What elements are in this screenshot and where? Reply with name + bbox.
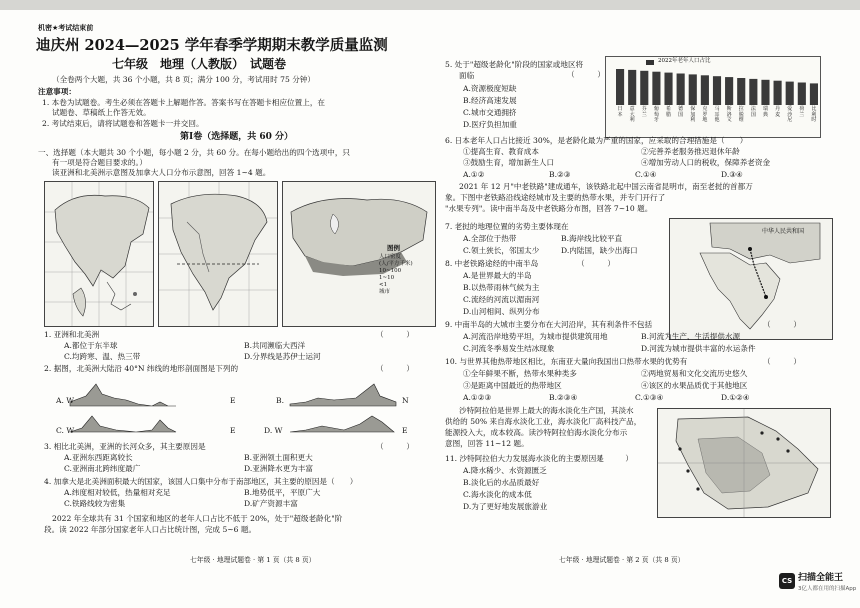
question-5: 5. 处于"超级老龄化"阶段的国家或地区将: [445, 60, 584, 69]
q6-choice-4: ④增加劳动人口的税收，保障养老资金: [641, 158, 771, 167]
chart-x-label: 法国: [750, 106, 756, 118]
chart-bar: [664, 73, 672, 105]
legend-item: (人/平方千米): [379, 261, 413, 267]
aging-chart: [605, 56, 821, 138]
q11-option-b: B.淡化后的水品质最好: [463, 478, 540, 487]
answer-paren: （ ）: [376, 364, 414, 373]
q9-option-a: A.河流沿岸地势平坦，为城市提供建筑用地: [463, 332, 608, 341]
profile-b-north: N: [402, 396, 409, 405]
chart-bar: [798, 83, 806, 106]
profile-a-east: E: [230, 396, 236, 405]
exam-info: （全卷两个大题，共 36 个小题，共 8 页；满分 100 分，考试用时 75 分钟）: [52, 75, 315, 84]
question-2: 2. 据图，北美洲大陆沿 40°N 纬线的地形剖面图是下列的: [44, 364, 239, 373]
asia-map: [44, 181, 154, 327]
q10-option-d: D.①②④: [721, 393, 750, 402]
q7-option-a: A.全部位于热带: [463, 234, 517, 243]
chart-bar: [689, 74, 697, 105]
profile-d-east: E: [402, 426, 408, 435]
question-9: 9. 中南半岛的大城市主要分布在大河沿岸，其有利条件不包括: [445, 320, 653, 329]
legend-item: 10~100: [379, 268, 402, 274]
chart-bar: [761, 80, 769, 105]
note-2: 2. 考试结束后，请将试题卷和答题卡一并交回。: [42, 119, 204, 128]
chart-bar: [652, 72, 660, 105]
section-heading: 第Ⅰ卷（选择题，共 60 分）: [180, 132, 294, 142]
chart-x-label: 德国: [678, 106, 684, 118]
q10-option-c: C.①③④: [635, 393, 664, 402]
q7-option-b: B.海岸线比较平直: [561, 234, 623, 243]
q11-option-c: C.海水淡化的成本低: [463, 490, 532, 499]
q10-option-a: A.①②③: [463, 393, 492, 402]
page-footer: 七年级 · 地理试题卷 · 第 2 页（共 8 页）: [559, 556, 685, 564]
profile-a-west: A. W: [56, 396, 75, 405]
q5-option-b: B.经济高速发展: [463, 96, 517, 105]
q9-option-d: D.河流为城市提供丰富的水运条件: [641, 344, 756, 353]
chart-bar: [616, 69, 624, 105]
question-4: 4. 加拿大是北美洲面积最大的国家，该国人口集中分布于南部地区，其主要的原因是（ ）: [44, 477, 358, 486]
q3-option-d: D.亚洲降水更为丰富: [244, 464, 313, 473]
north-america-map: [158, 181, 278, 327]
q10-option-b: B.②③④: [549, 393, 578, 402]
question-11: 11. 沙特阿拉伯大力发展海水淡化的主要原因是: [445, 454, 604, 463]
q1-option-a: A.都位于东半球: [64, 341, 118, 350]
profile-c-east: E: [230, 426, 236, 435]
answer-paren: （ ）: [376, 330, 414, 339]
q7-option-c: C.领土狭长，邻国太少: [463, 246, 540, 255]
q5-option-c: C.城市交通拥挤: [463, 108, 517, 117]
instructions-1: 一、选择题（本大题共 30 个小题，每小题 2 分，共 60 分。在每小题给出的四个选项中，只: [38, 148, 351, 157]
legend-item: 城市: [379, 289, 391, 295]
q1-option-d: D.分界线是苏伊士运河: [244, 352, 321, 361]
material-3c: "水果专列"。读中南半岛及中老铁路分布图，回答 7~10 题。: [445, 204, 653, 213]
material-2: 段。读 2022 年部分国家老年人口占比统计图，完成 5~6 题。: [44, 525, 257, 534]
chart-x-label: 瑞典: [762, 106, 768, 118]
chart-x-label: 拉脱维: [738, 106, 744, 123]
chart-x-label: 斯洛文: [726, 106, 732, 123]
chart-bar: [737, 78, 745, 105]
chart-bar: [725, 77, 733, 105]
q7-option-d: D.内陆国，缺少出海口: [561, 246, 638, 255]
question-5-cont: 面临: [459, 71, 475, 80]
chart-x-label: 意大利: [629, 106, 635, 123]
q4-option-a: A.纬度相对较低，热量相对充足: [64, 488, 171, 497]
question-6: 6. 日本老年人口占比接近 30%，是老龄化最为严重的国家，应采取的合理措施是（ ）: [445, 136, 748, 145]
q4-option-c: C.铁路线较为密集: [64, 499, 126, 508]
chart-bar: [786, 82, 794, 105]
q8-option-d: D.山河相间、纵列分布: [463, 307, 540, 316]
legend-title: 图例: [387, 244, 400, 252]
q1-option-c: C.均跨寒、温、热三带: [64, 352, 141, 361]
q6-option-a: A.①②: [463, 170, 485, 179]
profile-b-start: B.: [276, 396, 284, 405]
material-4c: 能源投入大，成本较高。读沙特阿拉伯海水淡化分布示: [445, 428, 628, 437]
chart-bar: [701, 75, 709, 105]
q8-option-b: B.以热带雨林气候为主: [463, 283, 540, 292]
instructions-2: 有一项是符合题目要求的。）: [52, 158, 147, 167]
q4-option-d: D.矿产资源丰富: [244, 499, 298, 508]
chart-bar: [677, 74, 685, 106]
profile-figures: [56, 376, 436, 438]
q10-choice-2: ②两地贸易和文化交流历史悠久: [641, 369, 748, 378]
page-two: [445, 24, 835, 604]
q5-option-d: D.医疗负担加重: [463, 120, 517, 129]
instructions-3: 读亚洲和北美洲示意图及加拿大人口分布示意图，回答 1~4 题。: [52, 168, 271, 177]
q6-choice-1: ①提高生育、教育成本: [463, 147, 539, 156]
q6-option-d: D.③④: [721, 170, 743, 179]
chart-x-label: 保加利: [690, 106, 696, 123]
note-1b: 试题卷、草稿纸上作答无效。: [52, 108, 151, 117]
secret-label: 机密★考试结束前: [38, 24, 94, 32]
q10-choice-1: ①全年鲜果不断，热带水果种类多: [463, 369, 577, 378]
legend-item: 1~10: [379, 275, 395, 281]
material-4d: 意图，回答 11~12 题。: [445, 439, 529, 448]
material-4b: 供给的 50% 来自海水淡化工业，海水淡化厂高科技产品，: [445, 417, 642, 426]
answer-paren: （ ）: [763, 357, 801, 366]
chart-bar: [774, 81, 782, 105]
indochina-railway-map: [669, 218, 833, 340]
q3-option-b: B.亚洲领土面积更大: [244, 453, 313, 462]
chart-x-label: 希腊: [666, 106, 672, 118]
answer-paren: （ ）: [567, 70, 605, 79]
answer-paren: （ ）: [763, 320, 801, 329]
answer-paren: （ ）: [577, 259, 615, 268]
material-3a: 2021 年 12 月"中老铁路"建成通车，该铁路北起中国云南省昆明市，南至老挝的首都万: [459, 182, 753, 191]
q4-option-b: B.地势低平，平原广大: [244, 488, 321, 497]
material-3b: 象。下图中老铁路沿线途经城市及主要的热带水果，并专门开行了: [445, 193, 666, 202]
question-10: 10. 与世界其他热带地区相比，东南亚大量向我国出口热带水果的优势有: [445, 357, 688, 366]
q8-option-a: A.是世界最大的半岛: [463, 271, 532, 280]
chart-bar: [749, 79, 757, 105]
exam-title: 迪庆州 2024—2025 学年春季学期期末教学质量监测: [36, 37, 388, 54]
chart-bar: [640, 71, 648, 105]
q6-choice-2: ②完善养老服务推迟退休年龄: [641, 147, 740, 156]
q6-option-c: C.①④: [635, 170, 657, 179]
chart-x-label: 日本: [617, 106, 623, 118]
chart-bar: [810, 83, 818, 105]
legend-item: 人口密度: [379, 254, 402, 260]
q11-option-a: A.降水稀少、水资源匮乏: [463, 466, 547, 475]
map-legend: [379, 254, 431, 296]
answer-paren: （ ）: [376, 442, 414, 451]
chart-bar: [628, 70, 636, 105]
q5-option-a: A.资源极度短缺: [463, 84, 517, 93]
chart-x-label: 芬兰: [641, 106, 647, 118]
page-one: [38, 24, 438, 604]
chart-x-label: 克罗地: [702, 106, 708, 123]
question-3: 3. 相比北美洲，亚洲的长河众多，其主要原因是: [44, 442, 206, 451]
profile-c-west: C. W: [56, 426, 75, 435]
saudi-desalination-map: [657, 408, 831, 518]
chart-x-axis: [614, 107, 820, 137]
note-1a: 1. 本卷为试题卷。考生必须在答题卡上解题作答。答案书写在答题卡相应位置上，在: [42, 98, 326, 107]
chart-x-label: 爱沙尼: [787, 106, 793, 123]
profile-d-west: D. W: [264, 426, 283, 435]
camscanner-name: 扫描全能王: [798, 573, 844, 583]
exam-subtitle: 七年级 地理（人教版） 试题卷: [112, 57, 287, 71]
question-7: 7. 老挝的地理位置的劣势主要体现在: [445, 222, 569, 231]
camscanner-tagline: 3亿人都在用的扫描App: [798, 586, 857, 592]
chart-x-label: 比利时: [811, 106, 817, 123]
q6-choice-3: ③鼓励生育，增加新生人口: [463, 158, 555, 167]
chart-x-label: 荷兰: [799, 106, 805, 118]
q3-option-c: C.亚洲南北跨纬度最广: [64, 464, 141, 473]
material-4a: 沙特阿拉伯是世界上最大的海水淡化生产国，其淡水: [459, 406, 634, 415]
question-8: 8. 中老铁路途经的中南半岛: [445, 259, 539, 268]
chart-x-label: 丹麦: [775, 106, 781, 118]
camscanner-logo: CS: [779, 573, 795, 589]
q3-option-a: A.亚洲东西距离较长: [64, 453, 133, 462]
legend-item: <1: [379, 282, 388, 288]
canada-population-map: [282, 181, 436, 327]
map-country-label: 中华人民共和国: [762, 228, 805, 235]
chart-bar: [713, 76, 721, 105]
chart-x-label: 葡萄牙: [653, 106, 659, 123]
q10-choice-3: ③是距离中国最近的热带地区: [463, 381, 562, 390]
notes-heading: 注意事项：: [38, 87, 76, 96]
q1-option-b: B.共同濒临大西洋: [244, 341, 306, 350]
q8-option-c: C.流经的河流以湄南河: [463, 295, 540, 304]
question-1: 1. 亚洲和北美洲: [44, 330, 100, 339]
q6-option-b: B.②③: [549, 170, 571, 179]
q11-option-d: D.为了更好地发展旅游业: [463, 502, 548, 511]
chart-x-label: 马耳他: [714, 106, 720, 123]
q9-option-c: C.河流冬季易发生结冰现象: [463, 344, 555, 353]
answer-paren: （ ）: [595, 454, 633, 463]
page-footer: 七年级 · 地理试题卷 · 第 1 页（共 8 页）: [190, 556, 316, 564]
material-1: 2022 年全球共有 31 个国家和地区的老年人口占比不低于 20%，处于"超级老龄化"阶: [52, 514, 343, 523]
q9-option-b: B.河流为生产、生活提供水源: [641, 332, 741, 341]
chart-title: 2022年老年人口占比: [658, 58, 711, 64]
scan-top-edge: [0, 0, 860, 10]
q10-choice-4: ④该区的水果品质优于其他地区: [641, 381, 748, 390]
